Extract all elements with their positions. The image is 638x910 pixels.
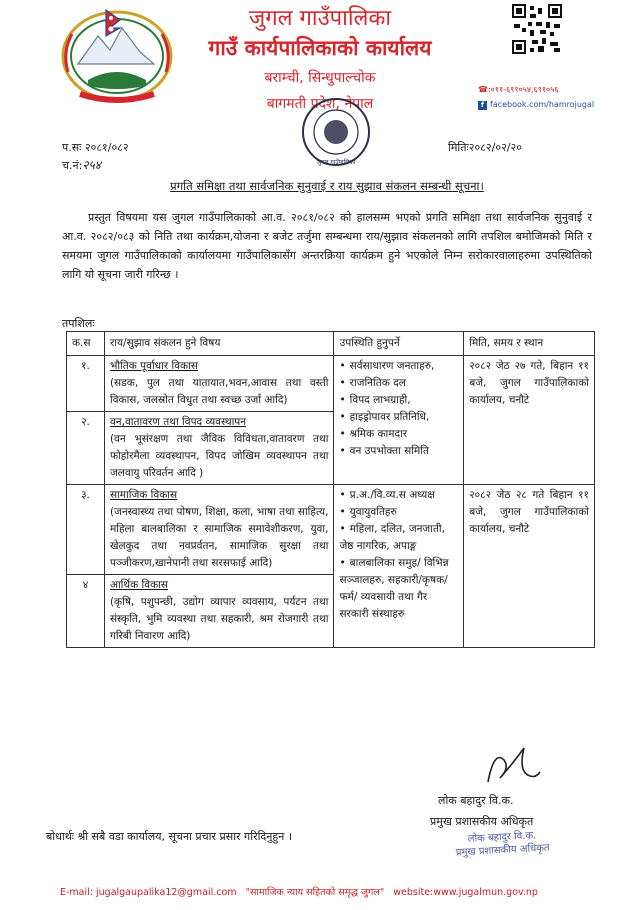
office-seal-icon — [300, 96, 372, 168]
list-item: • सर्वसाधारण जनताहरु, — [339, 358, 458, 375]
facebook-icon: f — [478, 101, 487, 110]
list-item: • युवायुवतिहरु — [339, 504, 458, 521]
qr-code-icon — [512, 4, 562, 54]
chalani-value: २५४ — [82, 158, 102, 172]
facebook-link[interactable] — [478, 100, 594, 110]
row-topic — [104, 412, 334, 485]
table-header-row — [67, 332, 595, 356]
attendees-cell — [334, 356, 464, 485]
seal-text: जुगल गाउँपालिका — [316, 159, 356, 166]
row-sn: २. — [67, 412, 105, 485]
office-name: गाउँ कार्यपालिकाको कार्यालय — [208, 36, 432, 60]
time-place-cell: २०८२ जेठ २८ गते बिहान ११ बजे, जुगल गाउँपालिकाको कार्यालय, चनौटे — [464, 485, 595, 648]
header-sn: क.स — [67, 332, 105, 356]
topic-desc: (कृषि, पशुपन्छी, उद्योग व्यापार व्यवसाय, पर्यटन तथा संस्कृति, भुमि व्यवस्था तथा सहकारी, श्रम रोजगारी तथा गरिबी निवारण आदि) — [109, 596, 329, 642]
header-topic: राय/सुझाव संकलन हुने विषय — [104, 332, 334, 356]
row-sn: १. — [67, 356, 105, 412]
chalani-label: च.नं: — [62, 159, 83, 172]
signatory-post: प्रमुख प्रशासकीय अधिकृत — [430, 815, 534, 828]
phone-number: ☎:०११-६९१०५४,६९१०५६ — [478, 85, 559, 94]
footer — [60, 885, 538, 898]
topic-desc: (जनस्वास्थ्य तथा पोषण, शिक्षा, कला, भाषा तथा साहित्य, महिला बालबालिका र सामाजिक समावेशीकरण, युवा, खेलकुद तथा नवप्रर्वतन, सामाजिक सुरक्षा तथा पञ्जीकरण,खानेपानी तथा सरसफाई आदि) — [109, 506, 329, 569]
header-attendees: उपस्थिति हुनुपर्ने — [334, 332, 464, 356]
list-item: • बालबालिका समुह/ विभिन्न सञ्जालहरु, सहकारी/कृषक/फर्म/ व्यवसायी तथा गैर सरकारी संस्थाहरु — [339, 555, 458, 623]
list-item: • महिला, दलित, जनजाती, जेष्ठ नागरिक, अपाङ्ग — [339, 521, 458, 555]
address-line-1: बराम्ची, सिन्धुपाल्चोक — [264, 70, 376, 86]
topic-desc: (सडक, पुल तथा यातायात,भवन,आवास तथा वस्ती विकास, जलस्रोत विधुत तथा स्वच्छ उर्जा आदि) — [109, 377, 329, 406]
signatory-name: लोक बहादुर वि.क. — [438, 794, 514, 807]
attendees-cell — [334, 485, 464, 648]
signature-stamp — [439, 828, 565, 865]
list-item: • विपद लाभग्राही, — [339, 392, 458, 409]
stamp-post: प्रमुख प्रशासकीय अधिकृत — [455, 842, 550, 859]
footer-slogan: "सामाजिक न्याय सहितको समृद्ध जुगल" — [245, 887, 385, 898]
chalani-number — [62, 156, 101, 173]
municipality-name: जुगल गाउँपालिका — [248, 6, 392, 31]
cc-note: बोधार्थः श्री सबै वडा कार्यालय, सूचना प्रचार प्रसार गरिदिनुहुन । — [46, 830, 292, 843]
row-sn: ४ — [67, 575, 105, 648]
notice-subject: प्रगति समिक्षा तथा सार्वजनिक सुनुवाई र राय सुझाव संकलन सम्बन्धी सूचना। — [170, 179, 484, 193]
topic-title: वन,वातावरण तथा विपद व्यवस्थापन — [109, 416, 247, 428]
topic-title: आर्थिक विकास — [109, 579, 168, 591]
row-topic — [104, 485, 334, 575]
facebook-url: facebook.com/hamrojugal — [490, 100, 595, 109]
topic-title: सामाजिक विकास — [109, 489, 178, 501]
topic-desc: (वन भूसंरक्षण तथा जैविक विविधता,वातावरण तथा फोहोरमैला व्यवस्थापन, विपद जोखिम व्यवस्थापन तथा जलवायु परिवर्तन आदि ) — [109, 433, 329, 479]
table-row — [67, 356, 595, 412]
address-line-2: बागमती प्रदेश, नेपाल — [266, 96, 374, 112]
patra-sankhya: प.सः २०८१/०८२ — [62, 141, 129, 154]
list-item: • वन उपभोक्ता समिति — [339, 443, 458, 460]
nepal-emblem-icon — [58, 2, 176, 104]
notice-body: प्रस्तुत विषयमा यस जुगल गाउँपालिकाको आ.व. २०८१/०८२ को हालसम्म भएको प्रगति समिक्षा तथा सार्वजनिक सुनुवाई र आ.व. २०८२/०८३ को निति तथा कार्यक्रम,योजना र बजेट तर्जुमा सम्बन्धमा राय/सुझाव संकलनको लागि तपशिल बमोजिमको मिति र समयमा जुगल गाउँपालिकाको कार्यालयमा गाउँपालिकासँग अन्तरक्रिया कार्यक्रम हुने भएकोले निम्न सरोकारवालाहरुमा उपस्थितिको लागि यो सूचना जारी गरिन्छ । — [62, 211, 592, 281]
notice-date: मितिः२०८२/०२/२० — [448, 141, 522, 154]
list-item: • हाइड्रोपावर प्रतिनिधि, — [339, 409, 458, 426]
signature-scribble-icon — [474, 742, 544, 790]
time-place-cell: २०८२ जेठ २७ गते, बिहान ११ बजे, जुगल गाउँपालिकाको कार्यालय, चनौटे — [464, 356, 595, 485]
list-item: • प्र.अ./वि.व्य.स अध्यक्ष — [339, 487, 458, 504]
footer-email[interactable]: E-mail: jugalgaupalika12@gmail.com — [60, 887, 237, 898]
row-topic — [104, 356, 334, 412]
details-heading: तपशिलः — [62, 317, 95, 330]
table-row — [67, 485, 595, 575]
footer-website[interactable]: website:www.jugalmun.gov.np — [393, 887, 538, 898]
list-item: • राजनितिक दल — [339, 375, 458, 392]
stamp-name: लोक बहादुर वि.क. — [467, 830, 537, 845]
schedule-table — [66, 331, 595, 648]
topic-title: भौतिक पूर्वाधार विकास — [109, 360, 198, 372]
list-item: • श्रमिक कामदार — [339, 426, 458, 443]
row-topic — [104, 575, 334, 648]
row-sn: ३. — [67, 485, 105, 575]
header-time: मिति, समय र स्थान — [464, 332, 595, 356]
